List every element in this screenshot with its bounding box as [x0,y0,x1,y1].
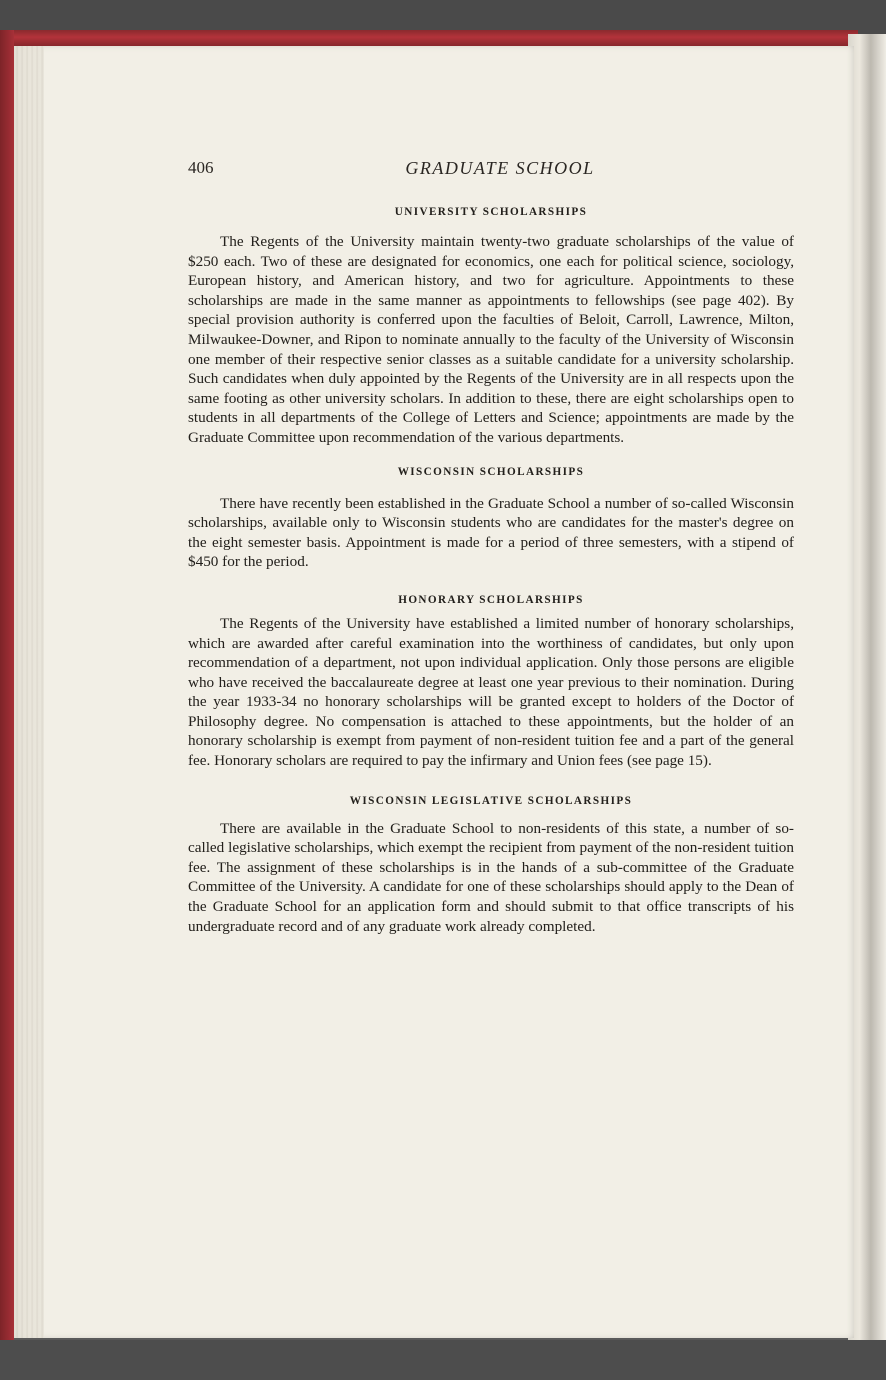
paragraph-legislative-scholarships: There are available in the Graduate School to non-residents of this state, a number of so-called legislative scholarships, which exempt the recipient from payment of the non-resident tuition fee. The assignment of these scholarships is in the hands of a sub-committee of the Graduate Committee of the University. A candidate for one of these scholarships should apply to the Dean of the Graduate School for an application form and should submit to that office transcripts of his undergraduate record and of any graduate work already completed. [188,819,794,935]
page-header [188,158,794,186]
book-cover-edge-left [0,30,14,1340]
running-title: GRADUATE SCHOOL [405,158,595,178]
section-heading-honorary-scholarships: HONORARY SCHOLARSHIPS [398,593,584,606]
paragraph-wisconsin-scholarships: There have recently been established in the Graduate School a number of so-called Wisconsin scholarships, available only to Wisconsin students who are candidates for the master's degree on the eight semester basis. Appointment is made for a period of three semesters, with a stipend of $450 for the period. [188,494,794,571]
section-heading-university-scholarships: UNIVERSITY SCHOLARSHIPS [394,206,588,218]
page-stack-left [14,46,44,1338]
section-heading-legislative-scholarships: WISCONSIN LEGISLATIVE SCHOLARSHIPS [349,794,633,807]
paragraph-honorary-scholarships: The Regents of the University have established a limited number of honorary scholarships, which are awarded after careful examination into the worthiness of candidates, but only upon recommendation of a department, not upon individual application. Only those persons are eligible who have received the baccalaureate degree at least one year previous to their nomination. During the year 1933-34 no honorary scholarships will be granted except to holders of the Doctor of Philosophy degree. No compensation is attached to these appointments, but the holder of an honorary scholarship is exempt from payment of non-resident tuition fee and a part of the general fee. Honorary scholars are required to pay the infirmary and Union fees (see page 15). [188,614,794,770]
scan-backdrop [0,0,886,34]
scan-backdrop-bottom [0,1340,886,1380]
section-heading-wisconsin-scholarships: WISCONSIN SCHOLARSHIPS [397,465,585,478]
page-content [188,202,794,936]
page-number: 406 [188,158,214,177]
paragraph-university-scholarships: The Regents of the University maintain twenty-two graduate scholarships of the value of $250 each. Two of these are designated for economics, one each for political science, sociology, European history, and American history, and two for agriculture. Appointments to these scholarships are made in the same manner as appointments to fellowships (see page 402). By special provision authority is conferred upon the faculties of Beloit, Carroll, Lawrence, Milton, Milwaukee-Downer, and Ripon to nominate annually to the faculty of the University of Wisconsin one member of their respective senior classes as a suitable candidate for a university scholarship. Such candidates when duly appointed by the Regents of the University are in all respects upon the same footing as other university scholars. In addition to these, there are eight scholarships open to students in all departments of the College of Letters and Science; appointments are made by the Graduate Committee upon recommendation of the various departments. [188,233,794,446]
